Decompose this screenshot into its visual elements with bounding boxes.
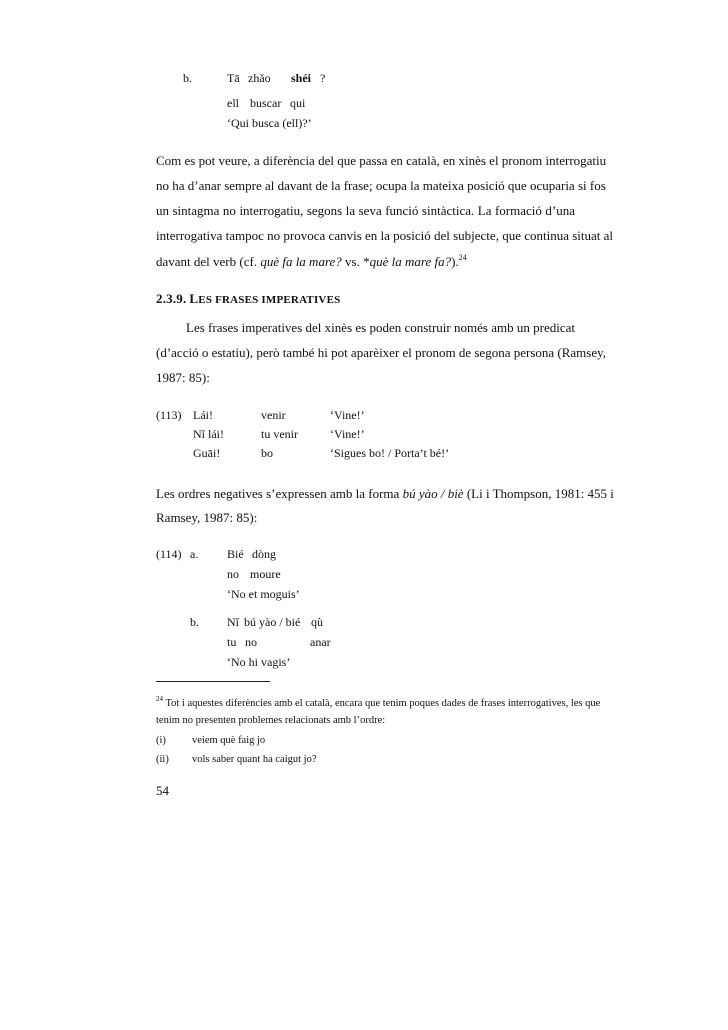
example-number: (113) [156,408,182,422]
paragraph-line: interrogativa tampoc no provoca canvis en la posició del subjecte, que continua situat al [156,228,614,243]
example-pinyin: Lái! [193,408,213,422]
section-title-initial: L [189,291,199,306]
pinyin-word: Bié [227,547,244,561]
example-number: (114) [156,547,182,561]
gloss-word: qui [290,96,306,110]
question-mark: ? [320,71,326,85]
paragraph-line [156,486,614,502]
example-label: b. [190,615,199,629]
gloss-word: ell [227,96,239,110]
text-segment: vs. * [341,254,370,269]
gloss-word: no [227,567,239,581]
pinyin-word: dòng [252,547,276,561]
paragraph-line: no ha d’anar sempre al davant de la frase; ocupa la mateixa posició que ocuparia si fos [156,178,606,193]
paragraph-line: Com es pot veure, a diferència del que passa en català, en xinès el pronom interrogatiu [156,153,607,168]
pinyin-word: Nĭ [227,615,239,629]
example-gloss: venir [261,408,286,422]
paragraph-line: 1987: 85): [156,370,210,385]
footnote-text: Tot i aquestes diferències amb el català, encara que tenim poques dades de frases interrogatives, les que [165,698,601,709]
text-segment: Les ordres negatives s’expressen amb la forma [156,486,403,501]
paragraph-line: Ramsey, 1987: 85): [156,510,258,525]
page-number: 54 [156,783,169,798]
example-label: a. [190,547,199,561]
footnote-item-label: (i) [156,735,166,746]
italic-example: què la mare fa? [369,254,452,269]
paragraph-line: (d’acció o estatiu), però també hi pot aparèixer el pronom de segona persona (Ramsey, [156,345,607,360]
footnote-divider [156,681,270,682]
example-label: b. [183,71,192,85]
example-gloss: bo [261,446,273,460]
text-segment: ). [451,254,459,269]
footnote-line: tenim no presenten problemes relacionats amb l’ordre: [156,715,386,726]
paragraph-line: Les frases imperatives del xinès es poden construir només amb un predicat [186,320,575,335]
footnote-item-label: (ii) [156,754,169,765]
footnote-item-text: veiem què faig jo [192,735,266,746]
text-segment: (Li i Thompson, 1981: 455 i [463,486,614,501]
gloss-word: no [245,635,257,649]
pinyin-word: zhǎo [248,71,271,85]
example-pinyin: Nĭ lái! [193,427,224,441]
text-segment: davant del verb (cf. [156,254,261,269]
section-number: 2.3.9. [156,291,187,306]
section-title-smallcaps: ES FRASES IMPERATIVES [198,294,341,306]
example-translation: ‘Sigues bo! / Porta’t bé!’ [330,446,450,460]
italic-example: què fa la mare? [260,254,342,269]
example-pinyin: Guāi! [193,446,221,460]
pinyin-word: qù [311,615,323,629]
gloss-word: anar [310,635,331,649]
paragraph-line-last [156,253,467,270]
example-gloss: tu venir [261,427,298,441]
example-translation: ‘Vine!’ [330,408,365,422]
footnote-line [156,695,601,709]
pinyin-word: bú yào / bié [244,615,301,629]
gloss-word: tu [227,635,237,649]
footnote-item-text: vols saber quant ha caigut jo? [192,754,317,765]
gloss-word: moure [250,567,281,581]
section-heading [156,291,340,307]
translation: ‘Qui busca (ell)?’ [227,116,312,130]
pinyin-word: Tā [227,71,240,85]
footnote-number: 24 [156,695,163,703]
pinyin-word-emphasis: shéi [291,71,312,85]
italic-example: bú yào / biè [402,486,464,501]
paragraph-line: un sintagma no interrogatiu, segons la seva funció sintàctica. La formació d’una [156,203,575,218]
translation: ‘No et moguis’ [227,587,300,601]
example-translation: ‘Vine!’ [330,427,365,441]
gloss-word: buscar [250,96,282,110]
footnote-reference: 24 [458,253,467,262]
translation: ‘No hi vagis’ [227,655,291,669]
